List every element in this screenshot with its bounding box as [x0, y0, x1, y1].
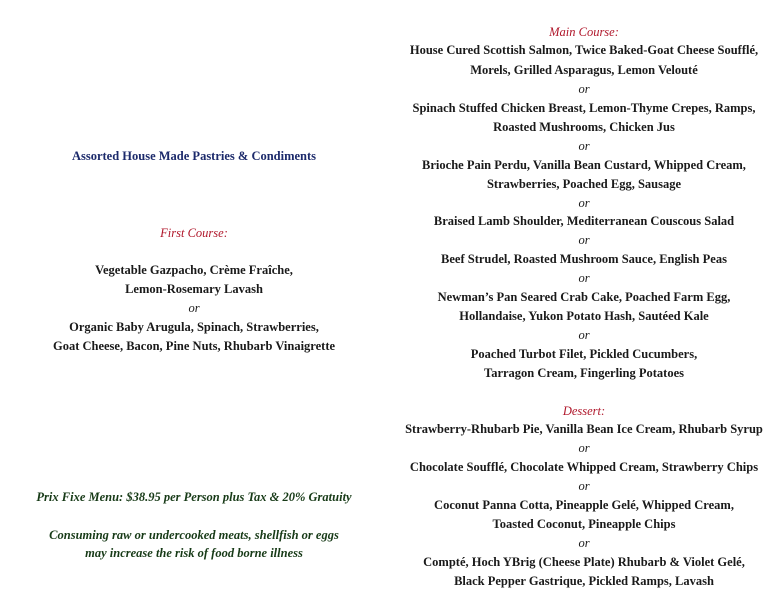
- dessert-line: Chocolate Soufflé, Chocolate Whipped Cream, Strawberry Chips: [409, 460, 759, 474]
- dessert-line: Compté, Hoch YBrig (Cheese Plate) Rhubarb & Violet Gelé,: [423, 555, 745, 569]
- first-course-heading: First Course:: [160, 226, 228, 240]
- or-separator: or: [578, 536, 590, 550]
- main-course-line: Braised Lamb Shoulder, Mediterranean Couscous Salad: [433, 214, 735, 228]
- first-course-line: Organic Baby Arugula, Spinach, Strawberries,: [69, 320, 319, 334]
- dessert-heading: Dessert:: [562, 404, 606, 418]
- first-course-line: Vegetable Gazpacho, Crème Fraîche,: [95, 263, 293, 277]
- or-separator: or: [578, 233, 590, 247]
- main-course-line: Roasted Mushrooms, Chicken Jus: [493, 120, 675, 134]
- or-separator: or: [578, 196, 590, 210]
- or-separator: or: [578, 479, 590, 493]
- main-course-line: Spinach Stuffed Chicken Breast, Lemon-Thyme Crepes, Ramps,: [412, 101, 756, 115]
- or-separator: or: [578, 328, 590, 342]
- main-course-heading: Main Course:: [549, 25, 619, 39]
- or-separator: or: [578, 271, 590, 285]
- dessert-line: Strawberry-Rhubarb Pie, Vanilla Bean Ice Cream, Rhubarb Syrup: [405, 422, 763, 436]
- dessert-line: Coconut Panna Cotta, Pineapple Gelé, Whipped Cream,: [434, 498, 734, 512]
- main-course-line: Newman’s Pan Seared Crab Cake, Poached Farm Egg,: [437, 290, 731, 304]
- main-course-line: Brioche Pain Perdu, Vanilla Bean Custard, Whipped Cream,: [422, 158, 746, 172]
- or-separator: or: [578, 139, 590, 153]
- first-course-line: Lemon-Rosemary Lavash: [125, 282, 263, 296]
- food-safety-warning: Consuming raw or undercooked meats, shellfish or eggs: [49, 528, 339, 542]
- main-course-line: Hollandaise, Yukon Potato Hash, Sautéed Kale: [459, 309, 709, 323]
- main-course-line: Tarragon Cream, Fingerling Potatoes: [484, 366, 684, 380]
- main-course-line: Poached Turbot Filet, Pickled Cucumbers,: [470, 347, 698, 361]
- dessert-line: Toasted Coconut, Pineapple Chips: [492, 517, 676, 531]
- food-safety-warning: may increase the risk of food borne illness: [85, 546, 303, 560]
- prix-fixe-note: Prix Fixe Menu: $38.95 per Person plus Tax & 20% Gratuity: [36, 490, 352, 504]
- main-course-line: House Cured Scottish Salmon, Twice Baked-Goat Cheese Soufflé,: [409, 43, 759, 57]
- or-separator: or: [578, 441, 590, 455]
- main-course-line: Beef Strudel, Roasted Mushroom Sauce, English Peas: [441, 252, 727, 266]
- or-separator: or: [578, 82, 590, 96]
- or-separator: or: [188, 301, 200, 315]
- dessert-line: Black Pepper Gastrique, Pickled Ramps, Lavash: [454, 574, 714, 588]
- pastries-line: Assorted House Made Pastries & Condiments: [71, 149, 317, 163]
- main-course-line: Strawberries, Poached Egg, Sausage: [486, 177, 682, 191]
- main-course-line: Morels, Grilled Asparagus, Lemon Velouté: [470, 63, 698, 77]
- first-course-line: Goat Cheese, Bacon, Pine Nuts, Rhubarb Vinaigrette: [52, 339, 336, 353]
